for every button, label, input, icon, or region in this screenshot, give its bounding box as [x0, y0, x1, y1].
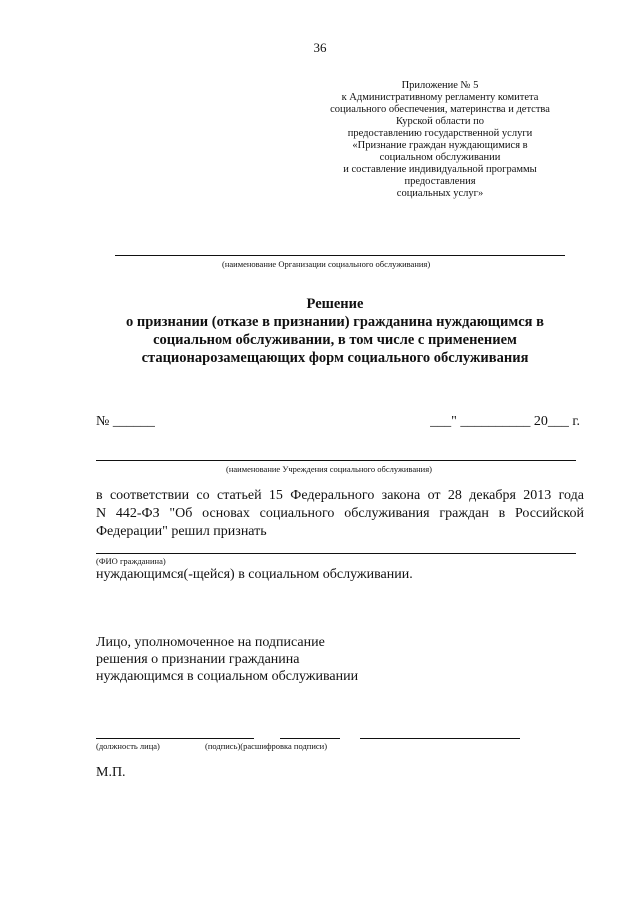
body-line: в соответствии со статьей 15 Федерального закона от 28 декабря 2013 года: [96, 488, 584, 503]
signature-line: [280, 738, 340, 739]
appendix-line: и составление индивидуальной программы: [343, 164, 537, 175]
document-title: [90, 295, 580, 367]
appendix-line: социальном обслуживании: [379, 152, 501, 163]
fio-line: [96, 553, 576, 554]
org-name-caption: (наименование Организации социального обслуживания): [222, 259, 431, 269]
decision-text: [96, 487, 584, 541]
appendix-line: предоставлению государственной услуги: [347, 128, 533, 139]
position-line: [96, 738, 254, 739]
signature-decoding-line: [360, 738, 520, 739]
signatory-line: Лицо, уполномоченное на подписание: [96, 635, 325, 650]
decision-date: ___" __________ 20___ г.: [430, 414, 580, 429]
appendix-line: «Признание граждан нуждающимися в: [352, 140, 528, 151]
institution-name-caption: (наименование Учреждения социального обслуживания): [226, 464, 432, 474]
signatory-line: решения о признании гражданина: [96, 652, 300, 667]
appendix-line: к Административному регламенту комитета: [341, 92, 539, 103]
appendix-line: социального обеспечения, материнства и детства: [330, 104, 550, 115]
org-name-line: [115, 255, 565, 256]
appendix-line: Курской области по: [395, 116, 485, 127]
appendix-line: предоставления: [404, 176, 476, 187]
signatory-line: нуждающимся в социальном обслуживании: [96, 669, 359, 684]
title-line: стационарозамещающих форм социального обслуживания: [141, 350, 529, 366]
body-line: Федерации" решил признать: [96, 524, 267, 539]
fio-caption: (ФИО гражданина): [96, 556, 166, 566]
title-line: о признании (отказе в признании) гражданина нуждающимся в: [126, 314, 544, 330]
decision-number: № ______: [96, 414, 155, 429]
appendix-header: [300, 80, 580, 200]
title-line: Решение: [306, 296, 364, 312]
signatory-block: [96, 634, 358, 685]
body-line: N 442-ФЗ "Об основах социального обслуживания граждан в Российской: [96, 506, 584, 521]
stamp-label: М.П.: [96, 765, 126, 780]
institution-name-line: [96, 460, 576, 461]
page-number: 36: [313, 40, 327, 55]
signature-caption: (подпись)(расшифровка подписи): [205, 741, 328, 751]
position-caption: (должность лица): [96, 741, 160, 751]
title-line: социальном обслуживании, в том числе с применением: [153, 332, 517, 348]
appendix-line: Приложение № 5: [401, 80, 479, 91]
appendix-line: социальных услуг»: [396, 188, 484, 199]
conclusion-text: нуждающимся(-щейся) в социальном обслуживании.: [96, 567, 413, 582]
